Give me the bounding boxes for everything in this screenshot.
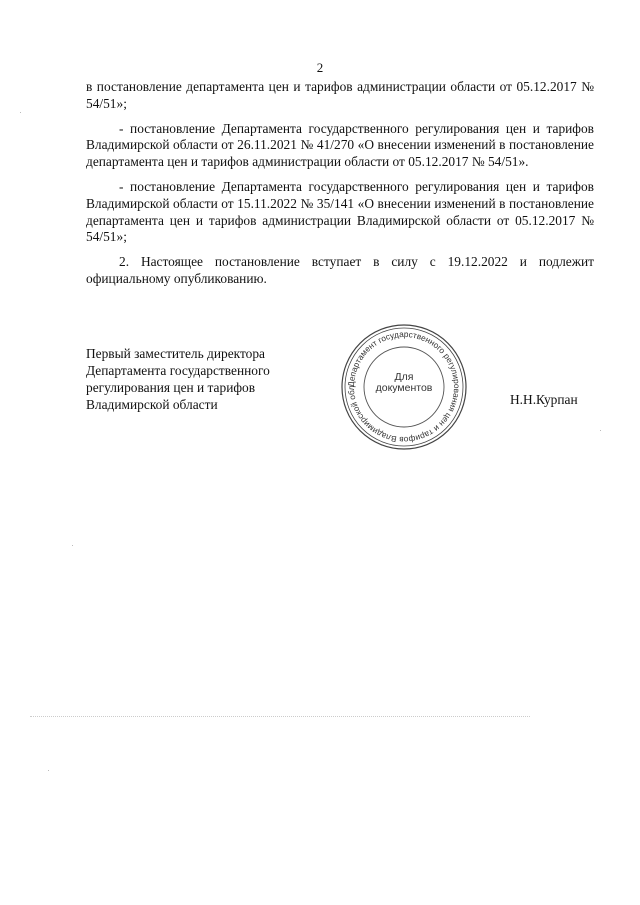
- stamp-center-line: документов: [375, 382, 433, 394]
- position-line: Департамента государственного: [86, 363, 270, 378]
- official-stamp: [339, 322, 469, 452]
- stamp-ring-text: Департамент государственного регулирования цен и тарифов Владимирской обл: [345, 328, 463, 446]
- signer-name: Н.Н.Курпан: [510, 392, 578, 407]
- stamp-center-line: Для: [394, 371, 414, 383]
- paragraph-list-item: - постановление Департамента государственного регулирования цен и тарифов Владимирской области от 15.11.2022 № 35/141 «О внесении изменений в постановление департамента цен и тарифов администрации Владимирской области от 05.12.2017 № 54/51»;: [86, 178, 594, 245]
- position-line: Владимирской области: [86, 397, 218, 412]
- page-number: 2: [316, 60, 324, 75]
- scan-speck: [600, 430, 601, 431]
- document-body: [86, 79, 594, 296]
- stamp-center-text: [339, 372, 469, 394]
- scan-speck: [72, 545, 73, 546]
- paragraph-list-item: - постановление Департамента государственного регулирования цен и тарифов Владимирской области от 26.11.2021 № 41/270 «О внесении изменений в постановление департамента цен и тарифов администрации области от 05.12.2017 № 54/51».: [86, 120, 594, 170]
- paragraph-effective-date: 2. Настоящее постановление вступает в силу с 19.12.2022 и подлежит официальному опубликованию.: [86, 254, 594, 286]
- position-line: регулирования цен и тарифов: [86, 380, 256, 395]
- signatory-position: [86, 345, 306, 413]
- paragraph-continuation: в постановление департамента цен и тарифов администрации области от 05.12.2017 № 54/51»;: [86, 79, 594, 111]
- scan-speck: [20, 112, 21, 113]
- scan-artifact-line: [30, 716, 530, 717]
- scan-speck: [48, 770, 49, 771]
- position-line: Первый заместитель директора: [86, 346, 265, 361]
